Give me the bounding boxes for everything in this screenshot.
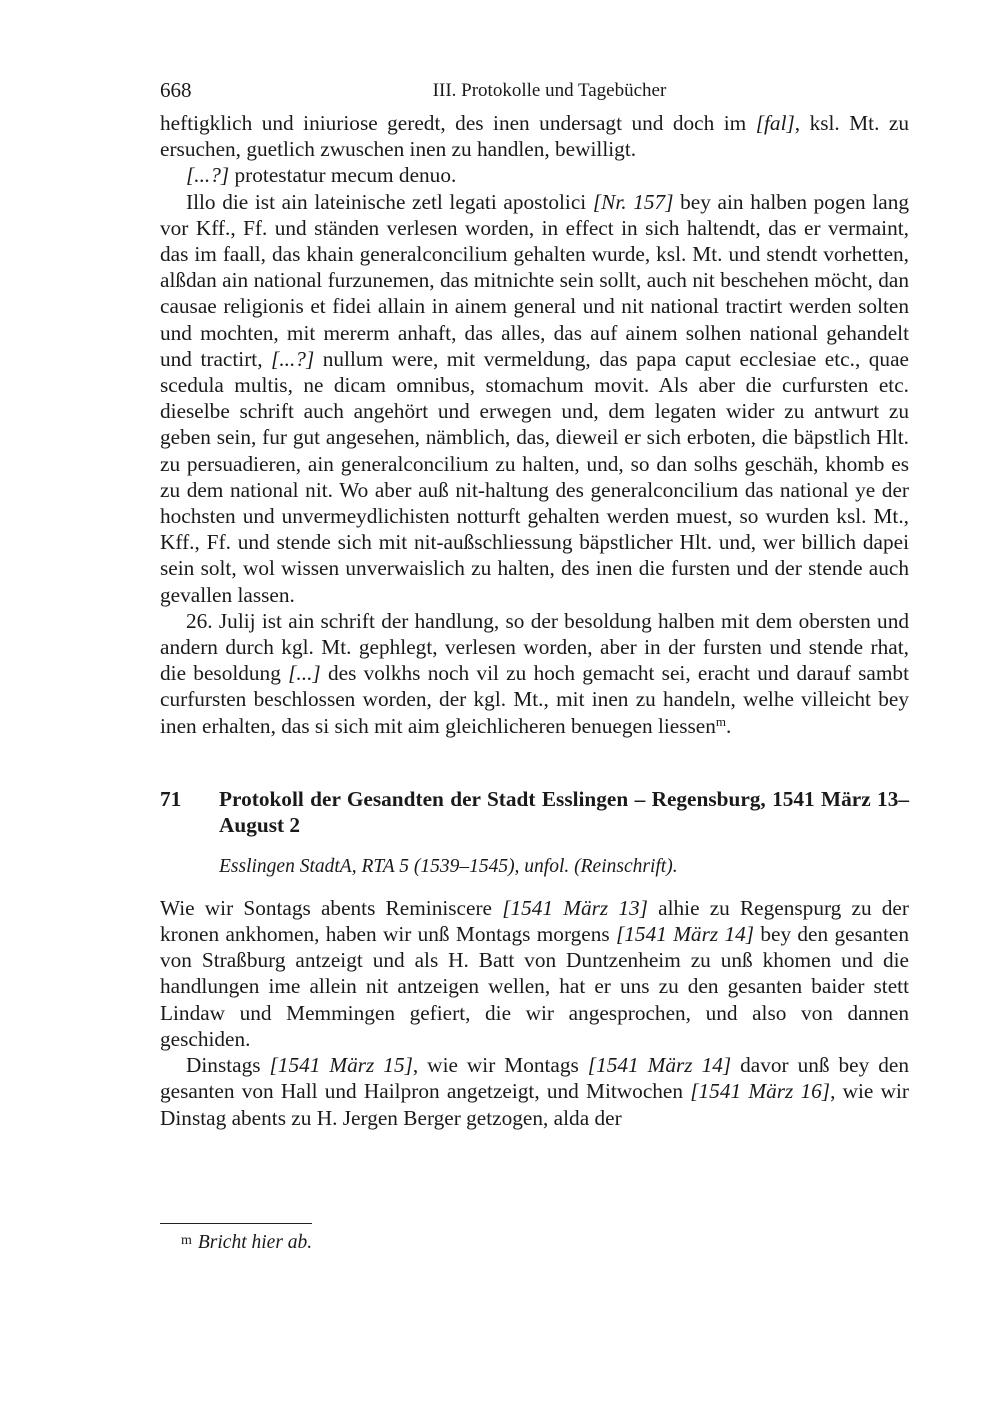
text-run: heftigklich und iniuriose geredt, des inen undersagt und doch im <box>160 111 756 135</box>
page-number: 668 <box>160 78 192 102</box>
text-run: alhie zu Regenspurg zu der kronen ankhomen, haben wir unß Montags morgens <box>160 895 909 947</box>
paragraph <box>160 1052 909 1131</box>
text-run: Illo die ist ain lateinische zetl legati apostolici <box>186 189 593 214</box>
text-run: bey den gesanten von Straßburg antzeigt und als H. Batt von Duntzenheim zu unß khomen und die handlungen ime allein nit antzeigen wellen, hat er uns zu den gesanten baider stett Lindaw und Memmingen gefiert, die wir angesprochen, und also von dannen geschiden. <box>160 922 909 1051</box>
editorial-note: [...?] <box>186 163 230 188</box>
page-header <box>160 78 909 110</box>
editorial-note: [Nr. 157] <box>592 189 674 214</box>
footnote-reference[interactable]: m <box>715 713 727 729</box>
body-text-section <box>160 895 909 1131</box>
document-page <box>160 78 909 1131</box>
text-run: Wie wir Sontags abents Reminiscere <box>160 895 503 920</box>
footnote-mark: m <box>181 1233 192 1248</box>
body-text <box>160 110 909 739</box>
text-run: Dinstags <box>186 1053 270 1078</box>
section-number: 71 <box>160 786 182 811</box>
text-run: protestatur mecum denuo. <box>229 163 457 188</box>
footnote-text: Bricht hier ab. <box>197 1232 313 1253</box>
source-citation: Esslingen StadtA, RTA 5 (1539–1545), unfol. (Reinschrift). <box>219 855 678 877</box>
editorial-note: [1541 März 16] <box>690 1079 831 1104</box>
footnote-divider <box>160 1223 312 1224</box>
editorial-note: [1541 März 14] <box>616 922 755 947</box>
running-title: III. Protokolle und Tagebücher <box>432 80 667 101</box>
paragraph <box>160 110 909 162</box>
editorial-note: [1541 März 13] <box>502 895 648 920</box>
text-run: bey ain halben pogen lang vor Kff., Ff. und ständen verlesen worden, in effect in sich haltendt, das er vermaint, das im faall, das khain generalconcilium gehalten wurde, ksl. Mt. und stendt vorhetten, alßdan ain national furzunemen, das mitnichte sein sollt, auch nit beschehen möcht, dan causae religionis et fidei allain in ainem general und nit national tractirt werden solten und mochten, mit mererm anhaft, das alles, das auf ainem solhen national gehandelt und tractirt, <box>160 189 909 371</box>
text-run: , ksl. Mt. zu ersuchen, guetlich zwuschen inen zu handlen, bewilligt. <box>160 111 909 162</box>
text-run: . <box>726 713 732 738</box>
paragraph <box>160 189 909 608</box>
editorial-note: [1541 März 15] <box>269 1053 413 1078</box>
text-run: , wie wir Montags <box>412 1053 588 1078</box>
paragraph <box>160 895 909 1052</box>
paragraph <box>160 608 909 739</box>
text-run: 26. Julij ist ain schrift der handlung, so der besoldung halben mit dem obersten und andern durch kgl. Mt. gephlegt, verlesen worden, aber in der fursten und stende rhat, die besoldung <box>160 608 909 686</box>
editorial-note: [fal] <box>755 111 795 135</box>
section-heading <box>160 786 909 838</box>
editorial-note: [1541 März 14] <box>587 1053 732 1078</box>
editorial-note: [...?] <box>271 346 315 371</box>
text-run: davor unß bey den gesanten von Hall und Hailpron angetzeigt, und Mitwochen <box>160 1053 909 1104</box>
text-run: nullum were, mit vermeldung, das papa caput ecclesiae etc., quae scedula multis, ne dicam omnibus, stomachum movit. Als aber die curfursten etc. dieselbe schrift auch angehört und erwegen und, dem legaten wider zu antwurt zu geben sein, fur gut angesehen, nämblich, das, dieweil er sich erboten, die bäpstlich Hlt. zu persuadieren, ain generalconcilium zu halten, und, so dan solhs geschäh, khomb es zu dem national nit. Wo aber auß nit-haltung des generalconcilium das national ye der hochsten und unvermeydlichisten notturft gehalten werden muest, so wurden ksl. Mt., Kff., Ff. und stende sich mit nit-außschliessung bäpstlicher Hlt. und, wer billich dapei sein solt, wol wissen unverwaislich zu halten, des inen die fursten und der stende auch gevallen lassen. <box>160 346 909 607</box>
text-run: , wie wir Dinstag abents zu H. Jergen Berger getzogen, alda der <box>160 1079 909 1130</box>
text-run: des volkhs noch vil zu hoch gemacht sei, eracht und darauf sambt curfursten beschlossen worden, der kgl. Mt., mit inen zu handeln, welhe villeicht bey inen erhalten, das si sich mit aim gleichlicheren benuegen liessen <box>160 661 910 738</box>
section-title: Protokoll der Gesandten der Stadt Esslingen – Regensburg, 1541 März 13–August 2 <box>219 786 909 837</box>
footnote <box>181 1229 312 1255</box>
paragraph <box>160 162 909 188</box>
editorial-note: [...] <box>288 661 321 686</box>
